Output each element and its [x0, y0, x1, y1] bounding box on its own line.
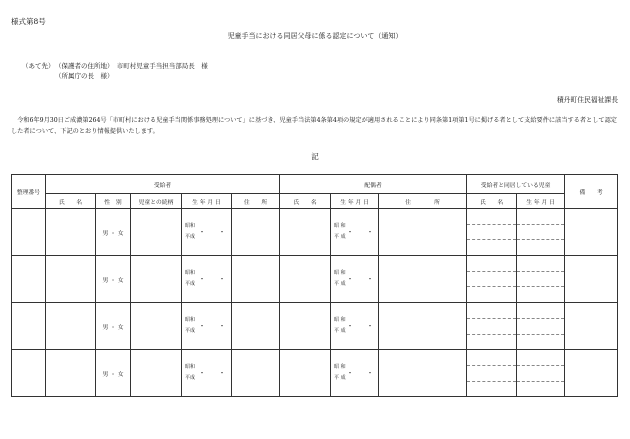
recipient-name-cell[interactable] [46, 303, 96, 350]
spouse-birthdate-cell[interactable] [331, 256, 379, 303]
spouse-birthdate-cell[interactable] [331, 303, 379, 350]
relation-cell[interactable] [131, 209, 182, 256]
spouse-birthdate-cell[interactable] [331, 209, 379, 256]
subheader-spouse-address: 住 所 [379, 194, 467, 209]
child-name-cell[interactable] [467, 256, 517, 303]
relation-cell[interactable] [131, 350, 182, 397]
era-heisei: 平 成 [334, 281, 346, 288]
info-table [11, 174, 618, 397]
spouse-birthdate-cell[interactable] [331, 350, 379, 397]
spouse-name-cell[interactable] [280, 303, 331, 350]
recipient-birthdate-cell[interactable] [182, 303, 232, 350]
era-showa: 昭 和 [334, 317, 346, 324]
header-remarks: 備 考 [565, 175, 618, 209]
subheader-relation: 児童との続柄 [131, 194, 182, 209]
form-number: 様式第8号 [11, 17, 46, 26]
remarks-cell[interactable] [565, 350, 618, 397]
era-showa: 昭 和 [334, 223, 346, 230]
ki-heading: 記 [311, 152, 319, 161]
date-separators: ・ ・ [198, 369, 229, 378]
era-heisei: 平成 [185, 234, 196, 241]
child-birthdate-cell[interactable] [517, 303, 565, 350]
subheader-gender: 性 別 [96, 194, 131, 209]
recipient-address-cell[interactable] [232, 209, 280, 256]
spouse-address-cell[interactable] [379, 303, 467, 350]
document-title: 児童手当における同居父母に係る認定について（通知） [227, 32, 403, 40]
remarks-cell[interactable] [565, 256, 618, 303]
address-prefix: （あて先） [22, 62, 55, 70]
era-showa: 昭和 [185, 364, 196, 371]
era-heisei: 平 成 [334, 234, 346, 241]
addressee-line-1: （保護者の住所地） 市町村児童手当担当部局長 様 [55, 62, 208, 70]
era-heisei: 平成 [185, 375, 196, 382]
era-showa: 昭 和 [334, 270, 346, 277]
spouse-address-cell[interactable] [379, 209, 467, 256]
sender-name: 積丹町住民福祉課長 [556, 96, 618, 104]
date-separators: ・ ・ [346, 369, 377, 378]
header-id: 整理番号 [12, 175, 46, 209]
date-separators: ・ ・ [346, 322, 377, 331]
remarks-cell[interactable] [565, 209, 618, 256]
recipient-birthdate-cell[interactable] [182, 350, 232, 397]
header-cohabiting-child: 受給者と同居している児童 [467, 175, 565, 194]
child-birthdate-cell[interactable] [517, 209, 565, 256]
era-heisei: 平 成 [334, 375, 346, 382]
table-row [12, 303, 618, 350]
era-showa: 昭和 [185, 270, 196, 277]
subheader-address: 住 所 [232, 194, 280, 209]
id-cell[interactable] [12, 350, 46, 397]
subheader-name: 氏 名 [46, 194, 96, 209]
child-birthdate-cell[interactable] [517, 256, 565, 303]
header-spouse: 配偶者 [280, 175, 467, 194]
recipient-address-cell[interactable] [232, 256, 280, 303]
recipient-name-cell[interactable] [46, 209, 96, 256]
id-cell[interactable] [12, 256, 46, 303]
gender-cell[interactable] [96, 303, 131, 350]
table-row [12, 256, 618, 303]
child-name-cell[interactable] [467, 209, 517, 256]
date-separators: ・ ・ [346, 275, 377, 284]
recipient-name-cell[interactable] [46, 350, 96, 397]
gender-options: 男 ・ 女 [102, 277, 124, 284]
gender-options: 男 ・ 女 [102, 230, 124, 237]
table-row [12, 209, 618, 256]
recipient-birthdate-cell[interactable] [182, 256, 232, 303]
recipient-birthdate-cell[interactable] [182, 209, 232, 256]
spouse-name-cell[interactable] [280, 350, 331, 397]
spouse-address-cell[interactable] [379, 350, 467, 397]
subheader-spouse-birthdate: 生 年 月 日 [331, 194, 379, 209]
date-separators: ・ ・ [198, 228, 229, 237]
era-heisei: 平成 [185, 281, 196, 288]
header-recipient: 受給者 [46, 175, 280, 194]
recipient-address-cell[interactable] [232, 303, 280, 350]
recipient-address-cell[interactable] [232, 350, 280, 397]
date-separators: ・ ・ [198, 322, 229, 331]
gender-cell[interactable] [96, 350, 131, 397]
subheader-birthdate: 生 年 月 日 [182, 194, 232, 209]
relation-cell[interactable] [131, 256, 182, 303]
recipient-name-cell[interactable] [46, 256, 96, 303]
subheader-child-birthdate: 生 年 月 日 [517, 194, 565, 209]
gender-options: 男 ・ 女 [102, 371, 124, 378]
relation-cell[interactable] [131, 303, 182, 350]
date-separators: ・ ・ [346, 228, 377, 237]
subheader-child-name: 氏 名 [467, 194, 517, 209]
spouse-name-cell[interactable] [280, 256, 331, 303]
era-showa: 昭 和 [334, 364, 346, 371]
table-row [12, 350, 618, 397]
era-heisei: 平成 [185, 328, 196, 335]
body-paragraph: 令和6年9月30日ご成濃第264号「市町村における児童手当関係事務処理について」に基づき、児童手当法第4条第4項の規定が適用されることにより同条第1項第1号に掲げる者として支給要件に該当する者として認定した者について、下記のとおり情報提供いたします。 [11, 117, 617, 135]
gender-cell[interactable] [96, 209, 131, 256]
subheader-spouse-name: 氏 名 [280, 194, 331, 209]
spouse-name-cell[interactable] [280, 209, 331, 256]
era-showa: 昭和 [185, 223, 196, 230]
child-birthdate-cell[interactable] [517, 350, 565, 397]
era-heisei: 平 成 [334, 328, 346, 335]
child-name-cell[interactable] [467, 350, 517, 397]
id-cell[interactable] [12, 209, 46, 256]
gender-options: 男 ・ 女 [102, 324, 124, 331]
era-showa: 昭和 [185, 317, 196, 324]
remarks-cell[interactable] [565, 303, 618, 350]
id-cell[interactable] [12, 303, 46, 350]
date-separators: ・ ・ [198, 275, 229, 284]
child-name-cell[interactable] [467, 303, 517, 350]
spouse-address-cell[interactable] [379, 256, 467, 303]
gender-cell[interactable] [96, 256, 131, 303]
addressee-line-2: （所属庁の長 様） [55, 72, 114, 80]
